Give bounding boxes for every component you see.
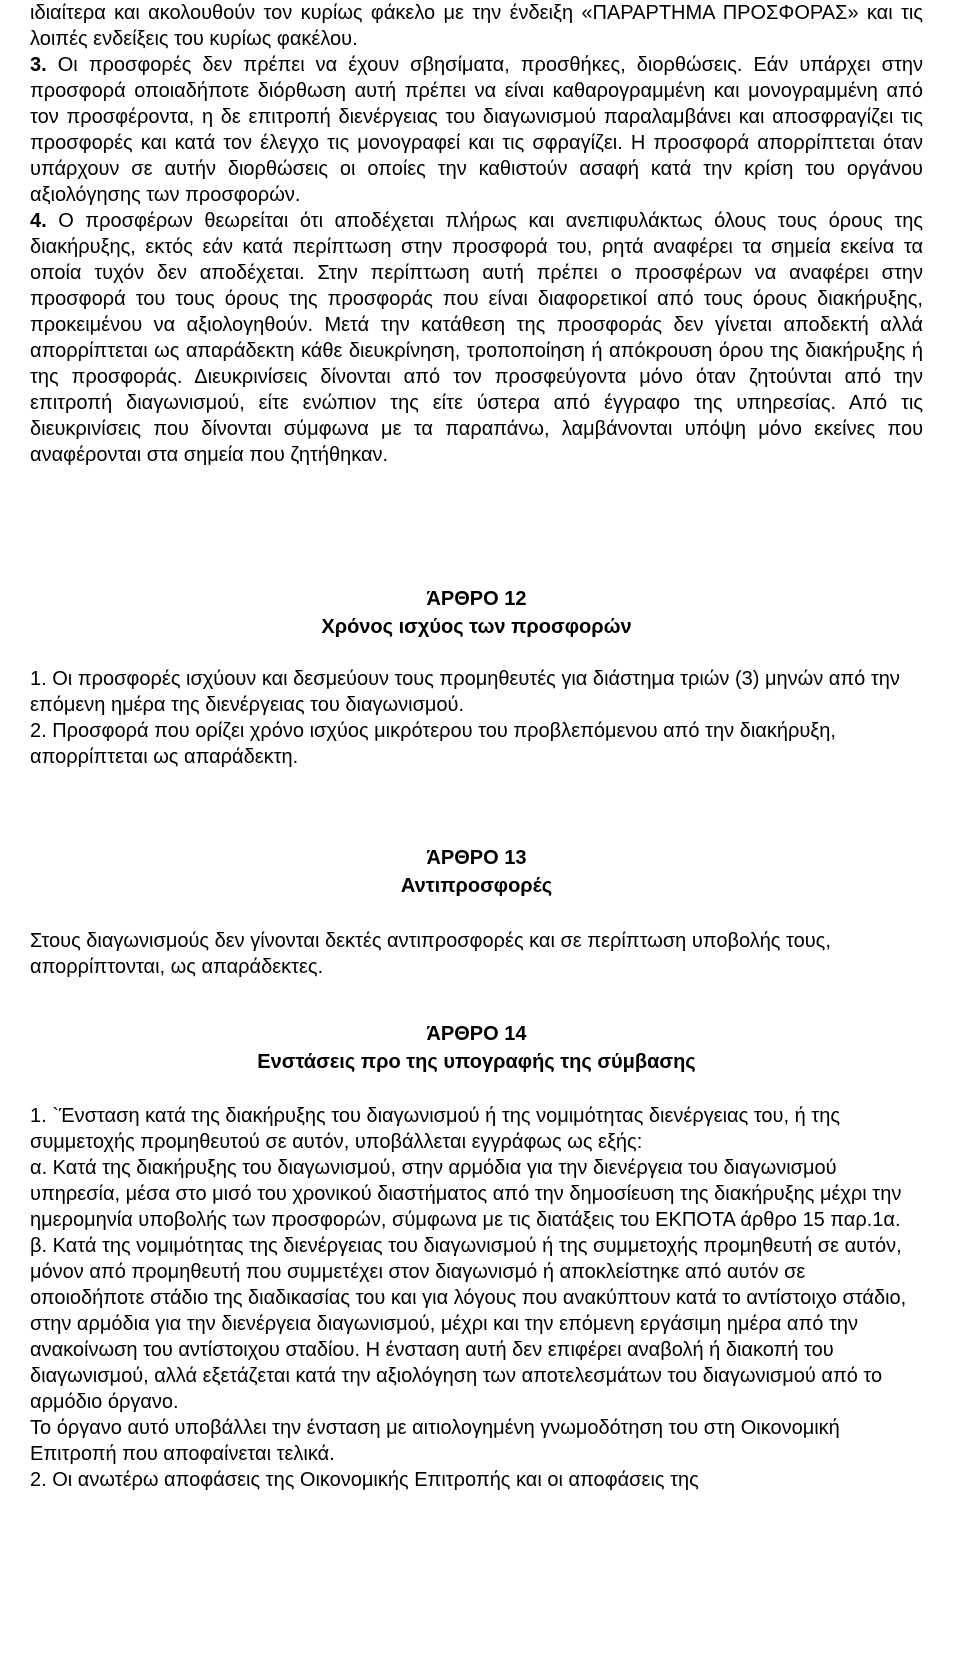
- paragraph-4-text: Ο προσφέρων θεωρείται ότι αποδέχεται πλήρως και ανεπιφυλάκτως όλους τους όρους της διακήρυξης, εκτός εάν κατά περίπτωση στην προσφορά του, ρητά αναφέρει τα σημεία εκείνα τα οποία τυχόν δεν αποδέχεται. Στην περίπτωση αυτή πρέπει ο προσφέρων να αναφέρει στην προσφορά του τους όρους της προσφοράς που είναι διαφορετικοί από τους όρους διακήρυξης, προκειμένου να αξιολογηθούν. Μετά την κατάθεση της προσφοράς δεν γίνεται αποδεκτή αλλά απορρίπτεται ως απαράδεκτη κάθε διευκρίνηση, τροποποίηση ή απόκρουση όρου της διακήρυξης ή της προσφοράς. Διευκρινίσεις δίνονται από τον προσφεύγοντα μόνο όταν ζητούνται από την επιτροπή διαγωνισμού, είτε ενώπιον της είτε ύστερα από έγγραφο της υπηρεσίας. Από τις διευκρινίσεις που δίνονται σύμφωνα με τα παραπάνω, λαμβάνονται υπόψη μόνο εκείνες που αναφέρονται στα σημεία που ζητήθηκαν.: [30, 210, 923, 466]
- article-14-paragraph-2: 2. Οι ανωτέρω αποφάσεις της Οικονομικής Επιτροπής και οι αποφάσεις της: [30, 1469, 699, 1491]
- paragraph-3-text: Οι προσφορές δεν πρέπει να έχουν σβησίματα, προσθήκες, διορθώσεις. Εάν υπάρχει στην προσφορά οποιαδήποτε διόρθωση αυτή πρέπει να είναι καθαρογραμμένη και μονογραμμένη από τον προσφέροντα, η δε επιτροπή διενέργειας του διαγωνισμού παραλαμβάνει και αποσφραγίζει τις προσφορές και κατά τον έλεγχο τις μονογραφεί και τις σφραγίζει. Η προσφορά απορρίπτεται όταν υπάρχουν σε αυτήν διορθώσεις οι οποίες την καθιστούν ασαφή κατά την κρίση του οργάνου αξιολόγησης των προσφορών.: [30, 54, 923, 206]
- item-number-4: 4.: [30, 210, 47, 232]
- paragraph-4-acceptance: [30, 208, 923, 468]
- article-14-paragraph-b: β. Κατά της νομιμότητας της διενέργειας του διαγωνισμού ή της συμμετοχής προμηθευτή σε αυτόν, μόνον από προμηθευτή που συμμετέχει στον διαγωνισμό ή αποκλείστηκε από αυτόν σε οποιοδήποτε στάδιο της διαδικασίας του και για λόγους που ανακύπτουν κατά το αντίστοιχο στάδιο, στην αρμόδια για την διενέργεια διαγωνισμού, μέχρι και την επόμενη εργάσιμη ημέρα από την ανακοίνωση του αντίστοιχου σταδίου. Η ένσταση αυτή δεν επιφέρει αναβολή ή διακοπή του διαγωνισμού, αλλά εξετάζεται κατά την αξιολόγηση των αποτελεσμάτων του διαγωνισμού από το αρμόδιο όργανο.: [30, 1235, 907, 1413]
- article-14-heading: ΆΡΘΡΟ 14: [426, 1023, 527, 1045]
- article-13-paragraph-1: Στους διαγωνισμούς δεν γίνονται δεκτές αντιπροσφορές και σε περίπτωση υποβολής τους, απορρίπτονται, ως απαράδεκτες.: [30, 930, 831, 978]
- intro-section: [30, 0, 923, 468]
- article-13-title: Αντιπροσφορές: [400, 875, 553, 897]
- article-12-title: Χρόνος ισχύος των προσφορών: [321, 616, 632, 638]
- article-13-heading: ΆΡΘΡΟ 13: [426, 847, 527, 869]
- article-13: [30, 844, 923, 900]
- paragraph-fakelos: ιδιαίτερα και ακολουθούν τον κυρίως φάκελο με την ένδειξη «ΠΑΡΑΡΤΗΜΑ ΠΡΟΣΦΟΡΑΣ» και τις λοιπές ενδείξεις του κυρίως φακέλου.: [30, 2, 923, 50]
- article-13-body: [30, 928, 923, 980]
- article-14-paragraph-a: α. Κατά της διακήρυξης του διαγωνισμού, στην αρμόδια για την διενέργεια του διαγωνισμού υπηρεσία, μέσα στο μισό του χρονικού διαστήματος από την δημοσίευση της διακήρυξης μέχρι την ημερομηνία υποβολής των προσφορών, σύμφωνα με τις διατάξεις του ΕΚΠΟΤΑ άρθρο 15 παρ.1α.: [30, 1157, 902, 1231]
- article-14: [30, 1020, 923, 1076]
- article-14-paragraph-organ: Το όργανο αυτό υποβάλλει την ένσταση με αιτιολογημένη γνωμοδότηση του στη Οικονομική Επιτροπή που αποφαίνεται τελικά.: [30, 1417, 840, 1465]
- article-12-paragraph-2: 2. Προσφορά που ορίζει χρόνο ισχύος μικρότερου του προβλεπόμενου από την διακήρυξη, απορρίπτεται ως απαράδεκτη.: [30, 720, 836, 768]
- paragraph-3-corrections: [30, 52, 923, 208]
- article-14-title: Ενστάσεις προ της υπογραφής της σύμβασης: [257, 1051, 696, 1073]
- article-12-heading: ΆΡΘΡΟ 12: [426, 588, 527, 610]
- article-12: [30, 585, 923, 641]
- article-12-body: [30, 666, 923, 770]
- article-14-body: [30, 1103, 923, 1493]
- article-12-paragraph-1: 1. Οι προσφορές ισχύουν και δεσμεύουν τους προμηθευτές για διάστημα τριών (3) μηνών από την επόμενη ημέρα της διενέργειας του διαγωνισμού.: [30, 668, 900, 716]
- item-number-3: 3.: [30, 54, 47, 76]
- article-14-paragraph-1: 1. `Ένσταση κατά της διακήρυξης του διαγωνισμού ή της νομιμότητας διενέργειας του, ή της συμμετοχής προμηθευτού σε αυτόν, υποβάλλεται εγγράφως ως εξής:: [30, 1105, 840, 1153]
